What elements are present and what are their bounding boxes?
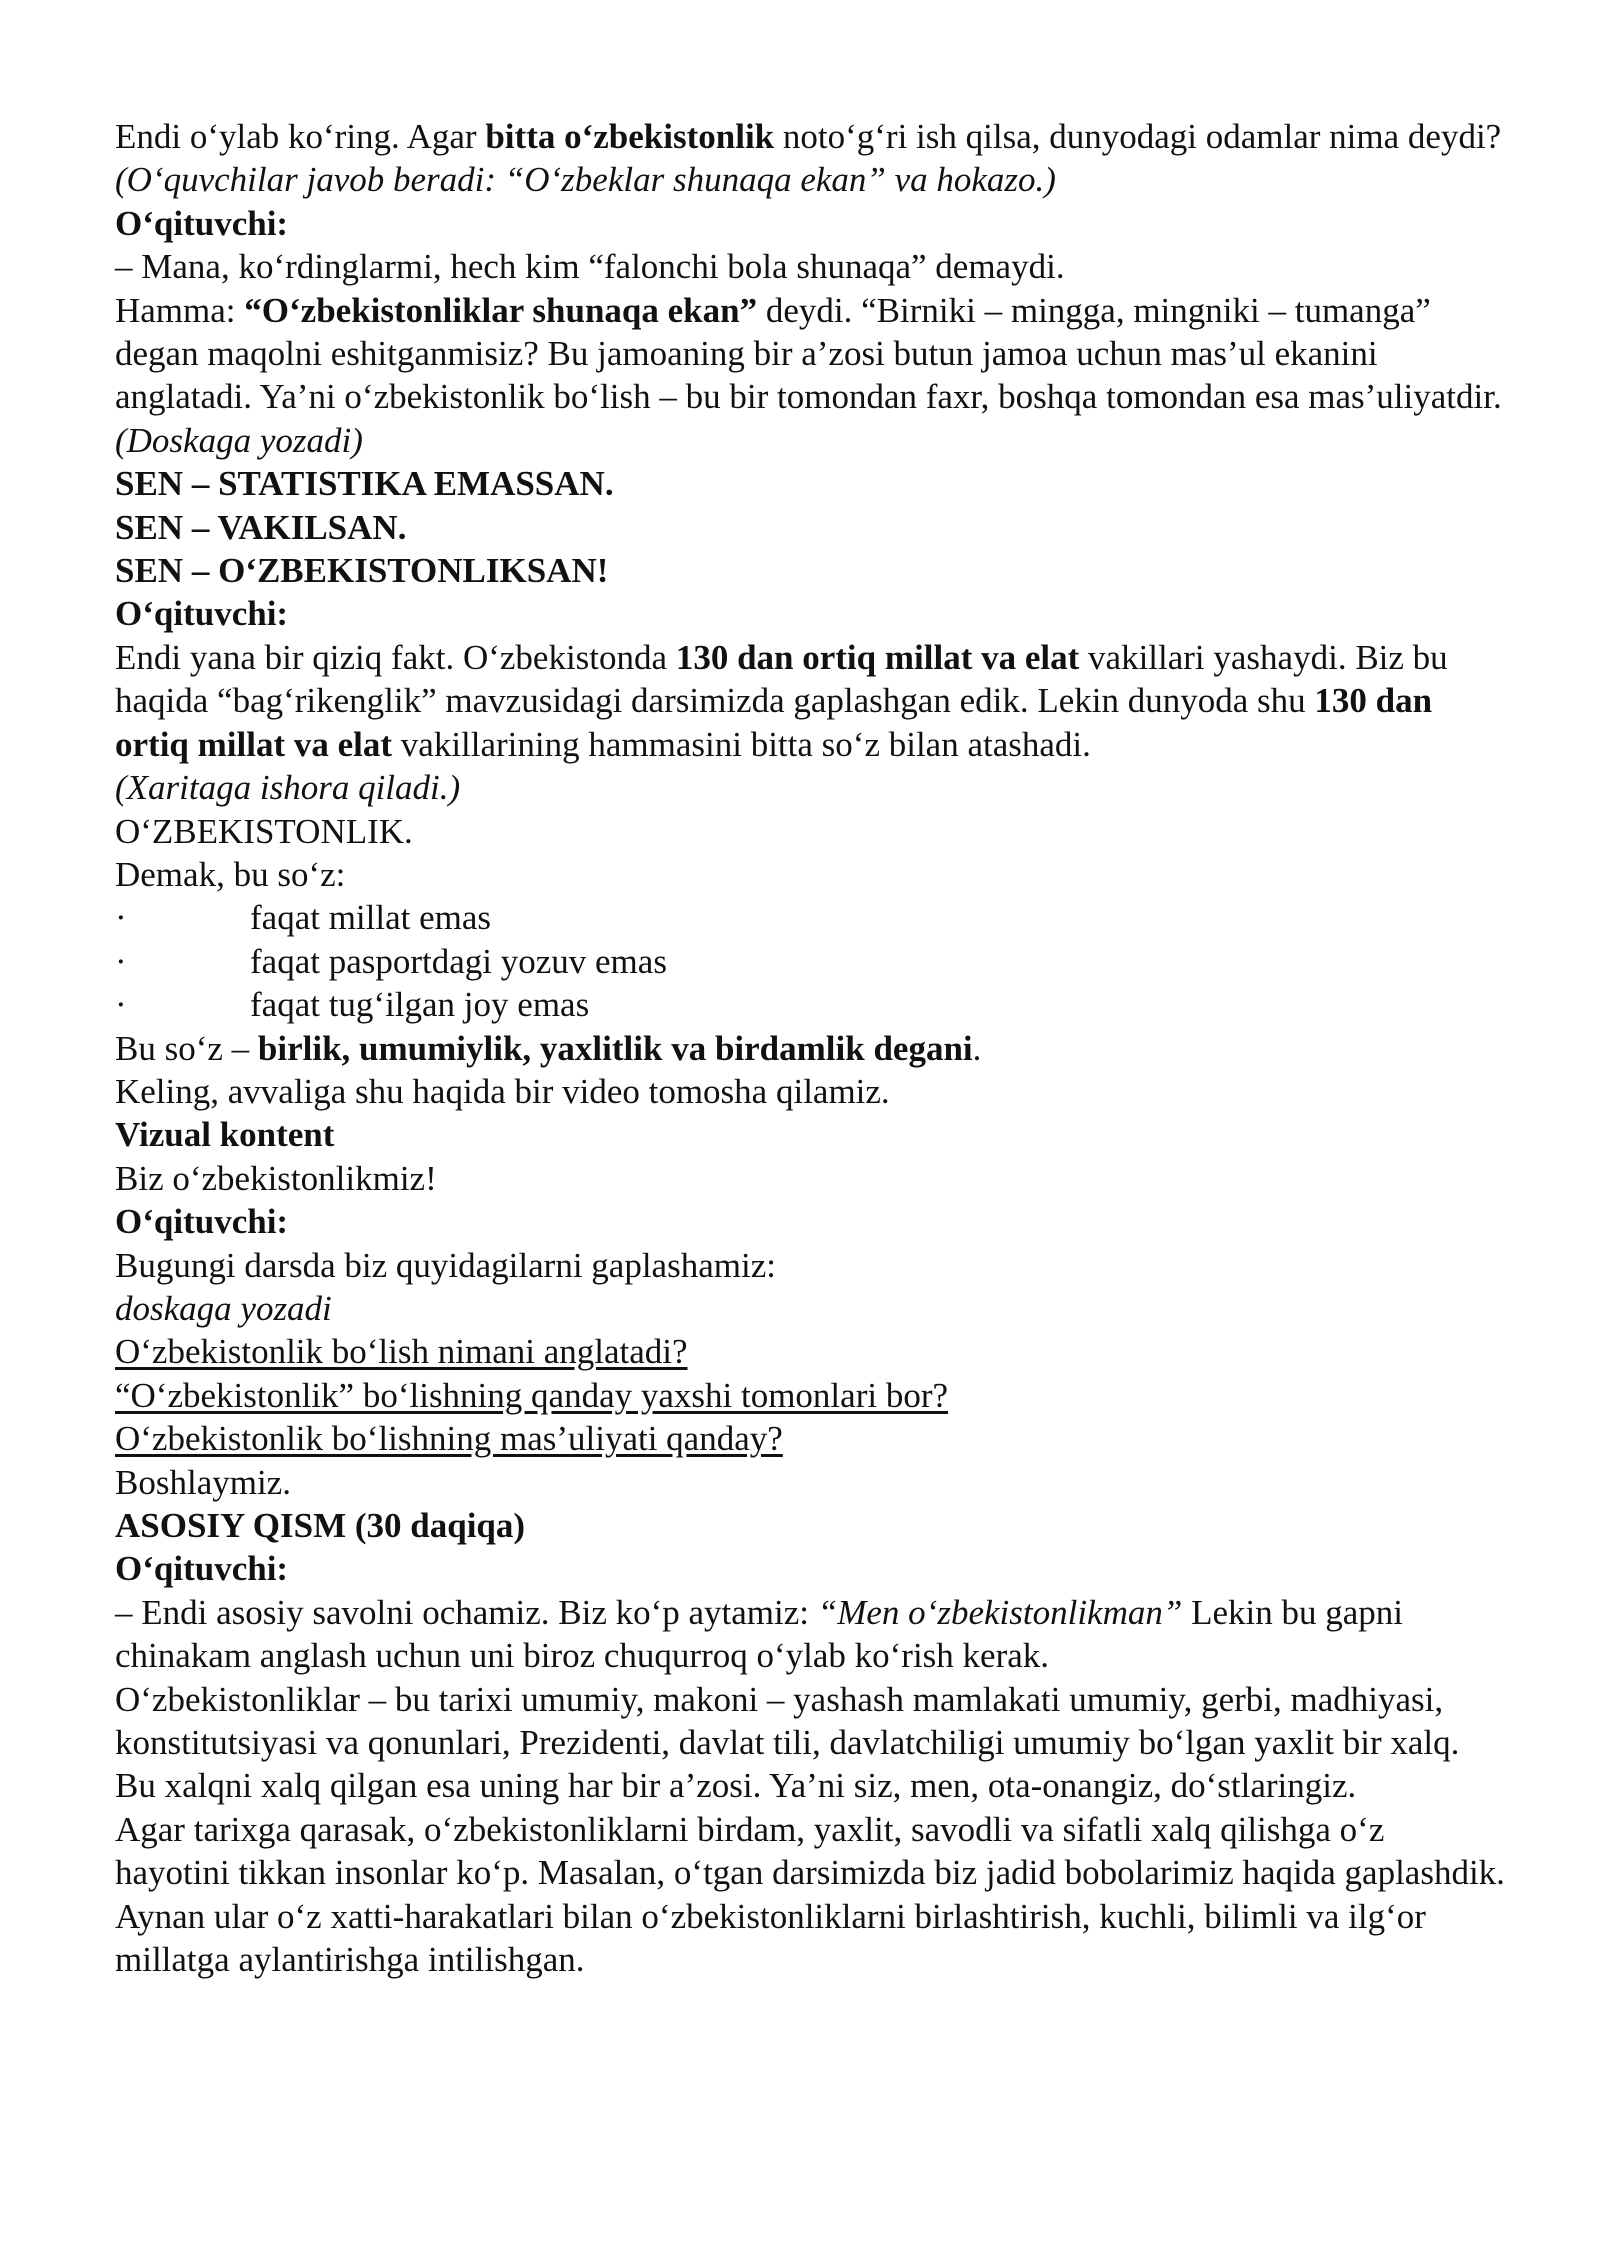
- paragraph-proverb: [115, 289, 1505, 419]
- italic-quote: “Men o‘zbekistonlikman”: [817, 1592, 1183, 1632]
- heading-main-part: ASOSIY QISM (30 daqiqa): [115, 1506, 526, 1545]
- bullet-text: faqat tug‘ilgan joy emas: [250, 985, 590, 1025]
- text-run: Endi o‘ylab ko‘ring. Agar: [115, 117, 486, 156]
- paragraph-word-meaning: [115, 1027, 1505, 1070]
- paragraph-so-word: Demak, bu so‘z:: [115, 854, 346, 894]
- speaker-label-teacher: O‘qituvchi:: [115, 1549, 289, 1589]
- paragraph-definition: O‘zbekistonliklar – bu tarixi umumiy, makoni – yashash mamlakati umumiy, gerbi, madhiyasi, konstitutsiyasi va qonunlari, Prezidenti, davlat tili, davlatchiligi umumiy bo‘lgan yaxlit bir xalq. Bu xalqni xalq qilgan esa uning har bir a’zosi. Ya’ni siz, men, ota-onangiz, do‘stlaringiz.: [115, 1679, 1460, 1806]
- slogan-line: SEN – STATISTIKA EMASSAN.: [115, 464, 614, 504]
- lesson-question: O‘zbekistonlik bo‘lishning mas’uliyati qanday?: [115, 1419, 783, 1459]
- paragraph-nations-fact: [115, 636, 1505, 766]
- bullet-marker: ·: [115, 985, 127, 1025]
- slogan-line: SEN – O‘ZBEKISTONLIKSAN!: [115, 551, 609, 591]
- speaker-label-teacher: O‘qituvchi:: [115, 203, 289, 243]
- bullet-text: faqat millat emas: [250, 898, 492, 938]
- text-run: deydi. “Birniki – mingga, mingniki – tumanga” degan maqolni eshitganmisiz? Bu jamoaning bir a’zosi butun jamoa uchun mas’ul ekanini anglatadi. Ya’ni o‘zbekistonlik bo‘lish – bu bir tomondan faxr, boshqa tomondan esa mas’uliyatdir.: [115, 290, 1502, 417]
- lesson-question: O‘zbekistonlik bo‘lish nimani anglatadi?: [115, 1332, 688, 1372]
- bullet-item: [115, 940, 1505, 983]
- text-run: Hamma:: [115, 290, 245, 330]
- paragraph-main-question: [115, 1591, 1505, 1678]
- bullet-item: [115, 896, 1505, 939]
- bold-text: bitta o‘zbekistonlik: [485, 117, 775, 156]
- text-run: Bu so‘z –: [115, 1028, 258, 1068]
- stage-direction-map: (Xaritaga ishora qiladi.): [115, 768, 461, 808]
- stage-direction-board: (Doskaga yozadi): [115, 420, 363, 460]
- bold-text: birlik, umumiylik, yaxlitlik va birdamlik degani: [257, 1028, 973, 1068]
- bullet-marker: ·: [115, 941, 127, 981]
- paragraph-video-title: Biz o‘zbekistonlikmiz!: [115, 1158, 437, 1198]
- paragraph-video-intro: Keling, avvaliga shu haqida bir video tomosha qilamiz.: [115, 1071, 890, 1111]
- text-run: Lekin bu gapni chinakam anglash uchun uni biroz chuqurroq o‘ylab ko‘rish kerak.: [115, 1592, 1403, 1676]
- bullet-text: faqat pasportdagi yozuv emas: [250, 941, 667, 981]
- text-run: – Endi asosiy savolni ochamiz. Biz ko‘p aytamiz:: [115, 1592, 818, 1632]
- speaker-label-teacher: O‘qituvchi:: [115, 594, 289, 634]
- text-run: noto‘g‘ri ish qilsa, dunyodagi odamlar nima deydi?: [774, 117, 1502, 156]
- bold-text: 130 dan ortiq millat va elat: [675, 637, 1080, 677]
- document-body: [115, 115, 1505, 1981]
- lesson-question: “O‘zbekistonlik” bo‘lishning qanday yaxshi tomonlari bor?: [115, 1375, 949, 1415]
- text-run: vakillari yashaydi. Biz bu haqida “bag‘rikenglik” mavzusidagi darsimizda gaplashgan edik. Lekin dunyoda shu: [115, 637, 1448, 721]
- paragraph-keyword: O‘ZBEKISTONLIK.: [115, 811, 413, 851]
- bullet-item: [115, 983, 1505, 1026]
- stage-direction-writes: doskaga yozadi: [115, 1288, 332, 1328]
- paragraph-teacher-remark: – Mana, ko‘rdinglarmi, hech kim “falonchi bola shunaqa” demaydi.: [115, 247, 1065, 287]
- heading-visual-content: Vizual kontent: [115, 1115, 335, 1155]
- text-run: Endi yana bir qiziq fakt. O‘zbekistonda: [115, 637, 676, 677]
- bold-text: “O‘zbekistonliklar shunaqa ekan”: [244, 290, 758, 330]
- bullet-marker: ·: [115, 898, 127, 938]
- stage-direction-students-answer: (O‘quvchilar javob beradi: “O‘zbeklar shunaqa ekan” va hokazo.): [115, 160, 1056, 200]
- text-run: .: [972, 1028, 982, 1068]
- paragraph-intro-question: [115, 115, 1505, 158]
- paragraph-history: Agar tarixga qarasak, o‘zbekistonliklarni birdam, yaxlit, savodli va sifatli xalq qilishga o‘z hayotini tikkan insonlar ko‘p. Masalan, o‘tgan darsimizda biz jadid bobolarimiz haqida gaplashdik. Aynan ular o‘z xatti-harakatlari bilan o‘zbekistonliklarni birlashtirish, kuchli, bilimli va ilg‘or millatga aylantirishga intilishgan.: [115, 1809, 1505, 1980]
- paragraph-lesson-plan: Bugungi darsda biz quyidagilarni gaplashamiz:: [115, 1245, 776, 1285]
- text-run: vakillarining hammasini bitta so‘z bilan atashadi.: [392, 724, 1091, 764]
- slogan-line: SEN – VAKILSAN.: [115, 507, 407, 547]
- speaker-label-teacher: O‘qituvchi:: [115, 1202, 289, 1242]
- bold-text: 130 dan ortiq millat va elat: [115, 681, 1433, 764]
- paragraph-lets-begin: Boshlaymiz.: [115, 1462, 291, 1502]
